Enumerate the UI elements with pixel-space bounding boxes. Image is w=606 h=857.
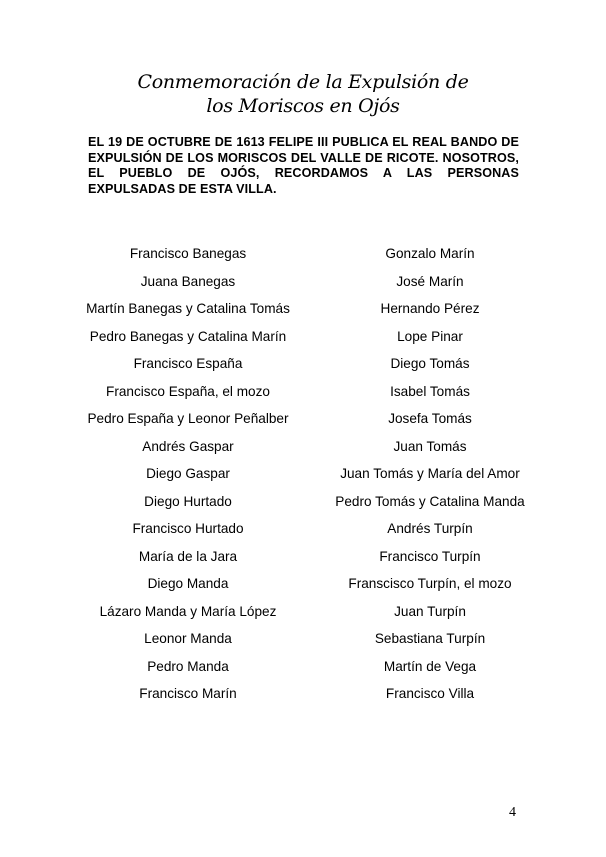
list-item: Francisco Turpín bbox=[379, 548, 481, 564]
page-number: 4 bbox=[509, 805, 516, 820]
list-item: Martín Banegas y Catalina Tomás bbox=[86, 301, 290, 316]
list-item: Andrés Turpín bbox=[387, 521, 473, 536]
list-item: Martín de Vega bbox=[383, 658, 477, 674]
list-item: Sebastiana Turpín bbox=[374, 631, 486, 646]
list-item: Francisco España bbox=[133, 356, 243, 371]
list-item: Pedro Manda bbox=[147, 658, 229, 674]
names-list-left bbox=[68, 240, 308, 708]
list-item: Diego Tomás bbox=[390, 356, 470, 371]
list-item: Juan Tomás bbox=[393, 438, 467, 454]
list-item: Leonor Manda bbox=[144, 631, 232, 646]
page-title-line-2: los Moriscos en Ojós bbox=[206, 95, 400, 117]
list-item: Andrés Gaspar bbox=[142, 438, 234, 454]
list-item: Francisco Banegas bbox=[129, 246, 247, 261]
list-item: José Marín bbox=[396, 273, 464, 289]
list-item: Lázaro Manda y María López bbox=[99, 603, 277, 619]
intro-paragraph: EL 19 DE OCTUBRE DE 1613 FELIPE III PUBLICA EL REAL BANDO DE EXPULSIÓN DE LOS MORISCOS DEL VALLE DE RICOTE. NOSOTROS, EL PUEBLO DE OJÓS, RECORDAMOS A LAS PERSONAS EXPULSADAS DE ESTA VILLA. bbox=[88, 135, 519, 196]
names-list-right bbox=[310, 240, 550, 708]
list-item: Pedro Banegas y Catalina Marín bbox=[89, 328, 287, 344]
page-title bbox=[0, 70, 606, 118]
list-item: Isabel Tomás bbox=[390, 383, 470, 399]
list-item: Diego Manda bbox=[147, 576, 229, 591]
list-item: Pedro Tomás y Catalina Manda bbox=[335, 493, 525, 509]
list-item: Juan Turpín bbox=[394, 603, 466, 619]
list-item: Francisco Marín bbox=[139, 686, 237, 701]
list-item: Francisco Villa bbox=[385, 686, 475, 701]
list-item: Hernando Pérez bbox=[380, 301, 480, 316]
page-title-line-1: Conmemoración de la Expulsión de bbox=[137, 71, 469, 93]
list-item: Juana Banegas bbox=[140, 273, 236, 289]
list-item: Gonzalo Marín bbox=[385, 246, 475, 261]
list-item: Juan Tomás y María del Amor bbox=[340, 466, 520, 481]
list-item: Franscisco Turpín, el mozo bbox=[348, 576, 512, 591]
list-item: Francisco Hurtado bbox=[132, 521, 244, 536]
list-item: Pedro España y Leonor Peñalber bbox=[87, 411, 289, 426]
list-item: María de la Jara bbox=[138, 548, 238, 564]
list-item: Diego Hurtado bbox=[144, 493, 232, 509]
list-item: Francisco España, el mozo bbox=[106, 383, 270, 399]
list-item: Josefa Tomás bbox=[388, 411, 472, 426]
list-item: Diego Gaspar bbox=[146, 466, 230, 481]
list-item: Lope Pinar bbox=[397, 328, 463, 344]
